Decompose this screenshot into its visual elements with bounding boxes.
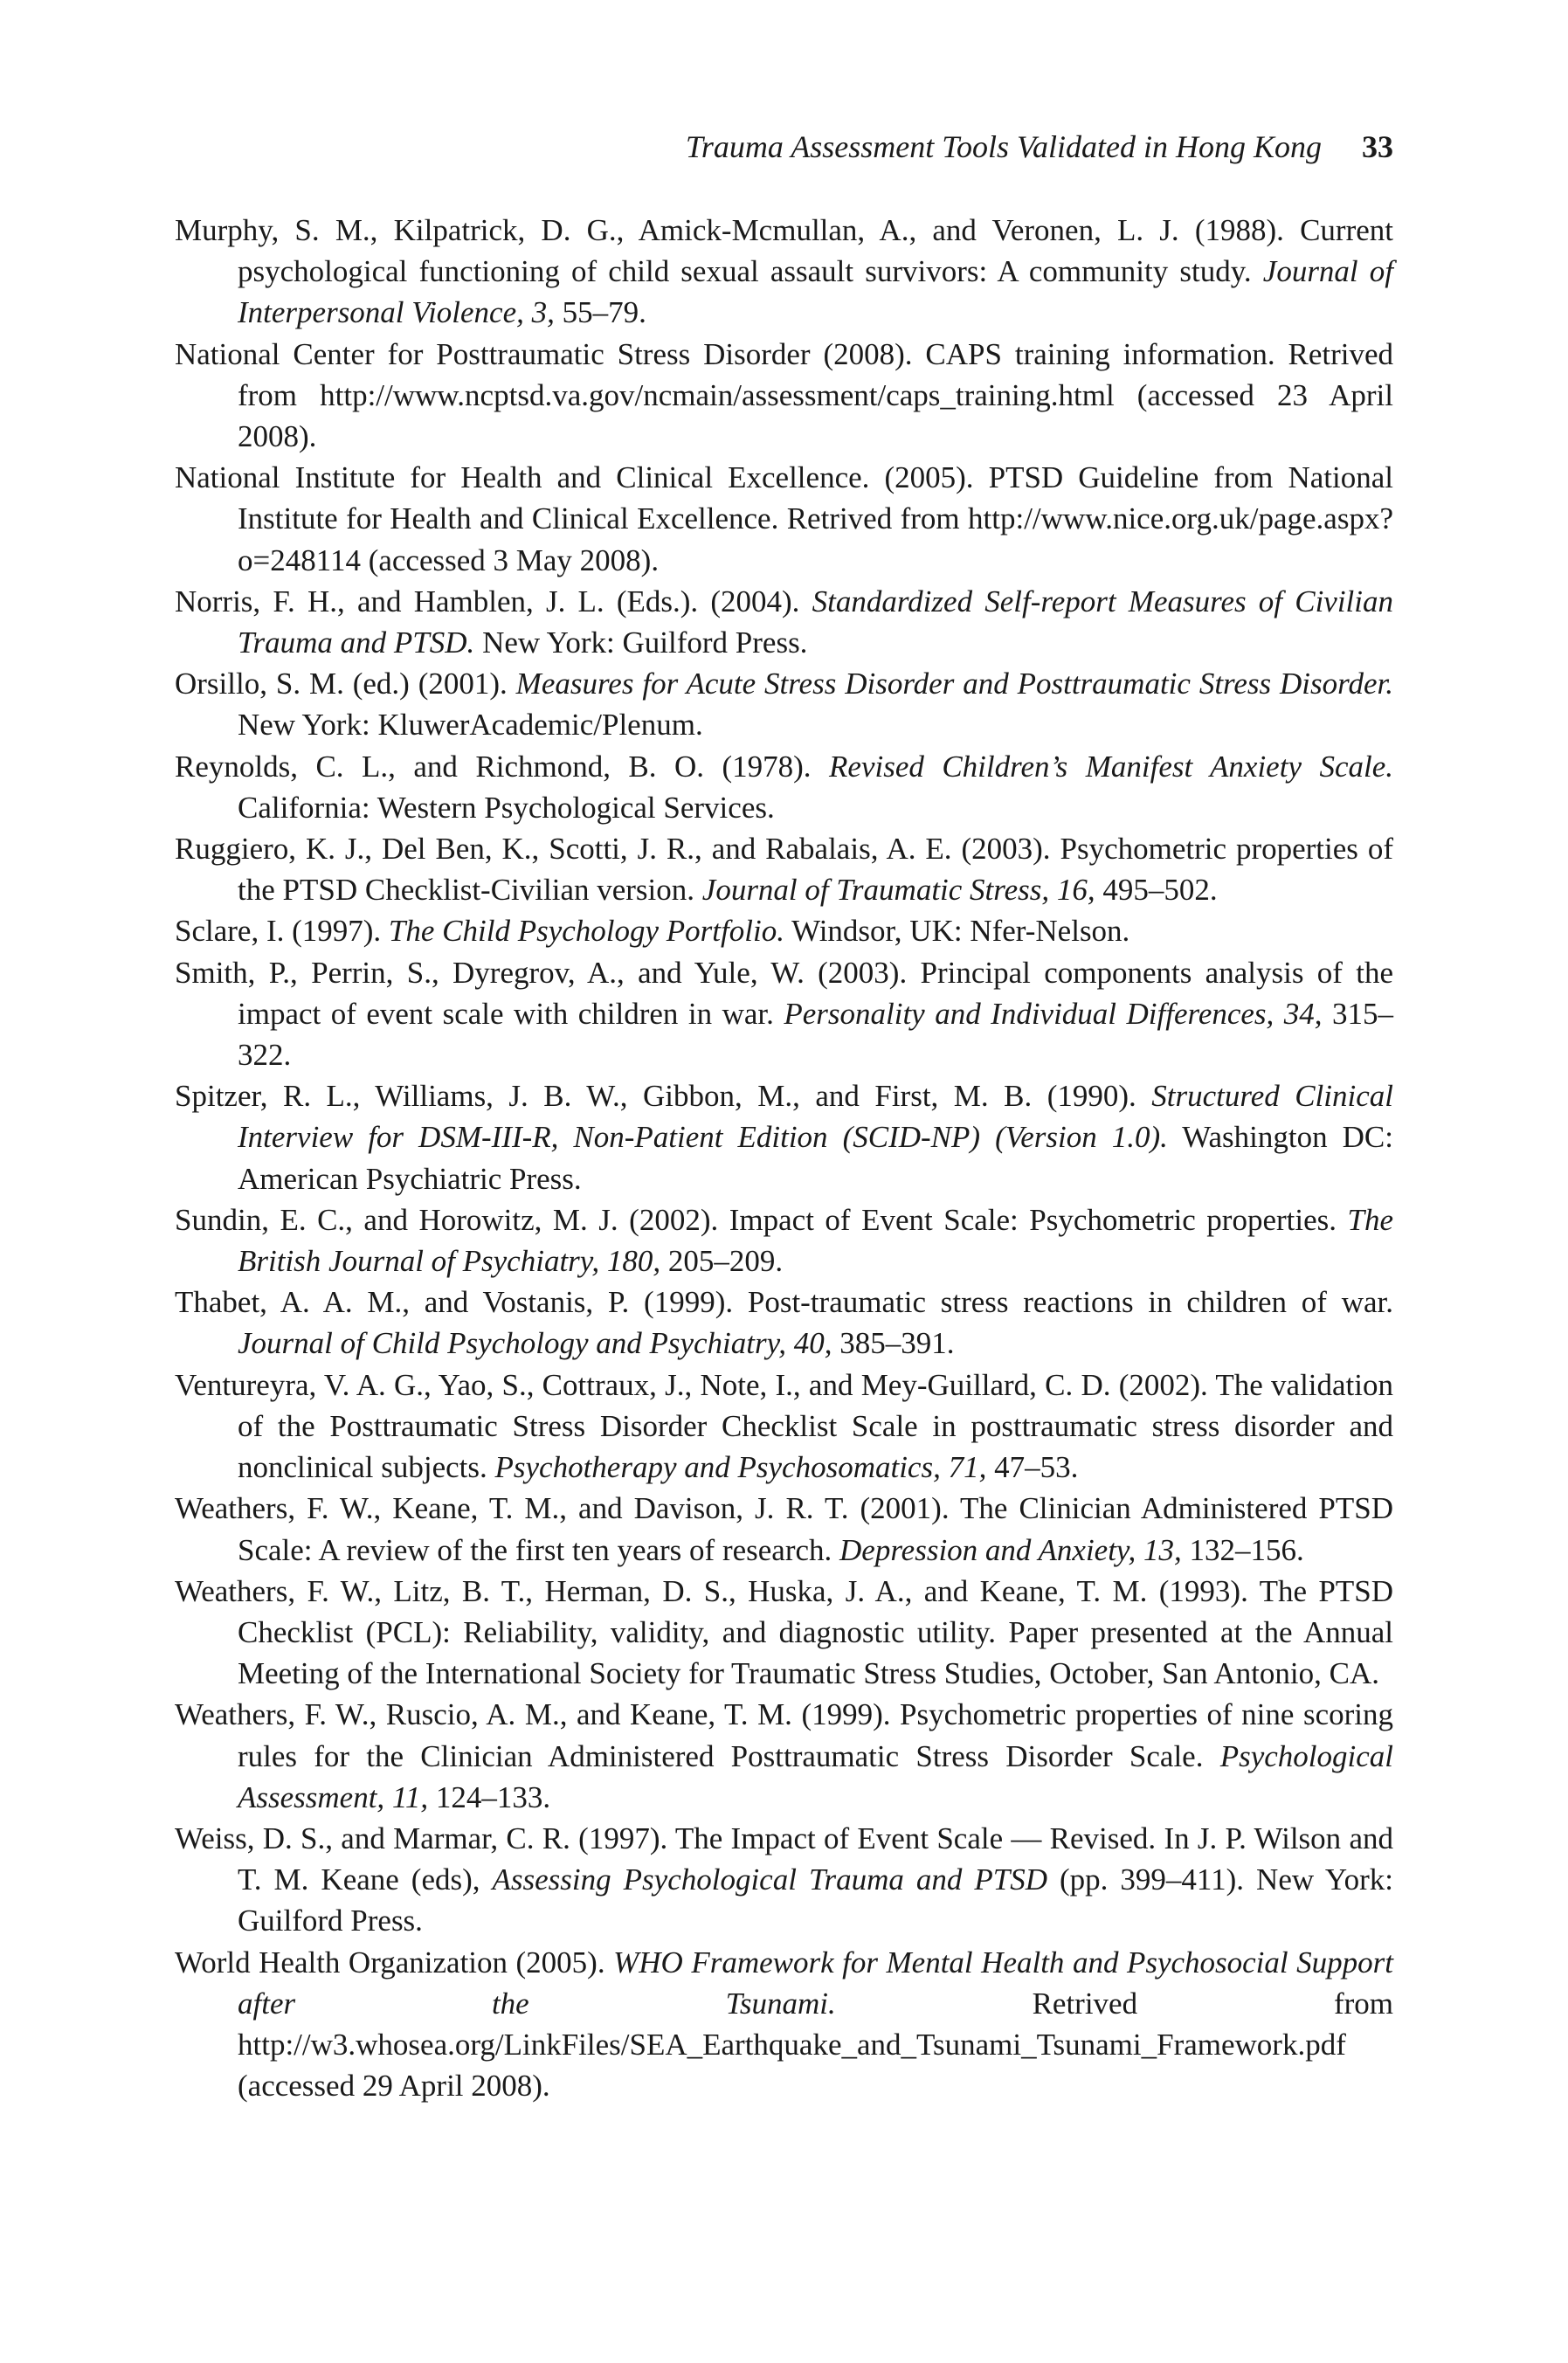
ref-text-end: Windsor, UK: Nfer-Nelson.: [784, 914, 1130, 949]
ref-source-title: The Child Psychology Portfolio.: [388, 914, 784, 949]
ref-text-end: 495–502.: [1095, 873, 1218, 908]
ref-text-end: New York: KluwerAcademic/Plenum.: [238, 708, 703, 743]
ref-text-end: New York: Guilford Press.: [474, 625, 808, 660]
ref-text: Murphy, S. M., Kilpatrick, D. G., Amick-Mcmullan, A., and Veronen, L. J. (1988). Current psychological functioning of child sexual assault survivors: A community study.: [175, 213, 1393, 289]
reference-item: [175, 1942, 1393, 2107]
ref-text: Reynolds, C. L., and Richmond, B. O. (1978).: [175, 749, 830, 784]
reference-item: [175, 828, 1393, 910]
running-header: [175, 128, 1393, 166]
ref-source-title: Measures for Acute Stress Disorder and Posttraumatic Stress Disorder.: [515, 667, 1393, 701]
ref-source-title: Psychotherapy and Psychosomatics, 71,: [494, 1450, 987, 1485]
ref-text: Weiss, D. S., and Marmar, C. R. (1997). The Impact of Event Scale — Revised. In J. P. Wilson and T. M. Keane (eds),: [175, 1821, 1393, 1897]
ref-text: Weathers, F. W., Keane, T. M., and Davison, J. R. T. (2001). The Clinician Administered PTSD Scale: A review of the first ten years of research.: [175, 1491, 1393, 1567]
page-number: 33: [1362, 129, 1393, 164]
ref-source-title: Standardized Self-report Measures of Civilian Trauma and PTSD.: [238, 584, 1393, 660]
ref-text-end: 55–79.: [554, 295, 646, 330]
ref-text: Weathers, F. W., Ruscio, A. M., and Keane, T. M. (1999). Psychometric properties of nine scoring rules for the Clinician Administered Posttraumatic Stress Disorder Scale.: [175, 1697, 1393, 1773]
ref-source-title: The British Journal of Psychiatry, 180,: [238, 1202, 1393, 1279]
ref-text-end: 124–133.: [428, 1779, 551, 1814]
ref-text: National Institute for Health and Clinical Excellence. (2005). PTSD Guideline from National Institute for Health and Clinical Excellence. Retrived from http://www.nice.org.uk/page.aspx?o=248114 (accessed 3 May 2008).: [175, 460, 1393, 577]
ref-text-end: 205–209.: [660, 1244, 784, 1279]
ref-text-end: (pp. 399–411). New York: Guilford Press.: [238, 1862, 1393, 1938]
reference-item: [175, 746, 1393, 828]
ref-source-title: Journal of Traumatic Stress, 16,: [701, 873, 1095, 908]
ref-source-title: Personality and Individual Differences, 34,: [784, 996, 1323, 1031]
ref-source-title: Assessing Psychological Trauma and PTSD: [492, 1862, 1048, 1897]
reference-item: [175, 1571, 1393, 1695]
reference-item: [175, 1282, 1393, 1364]
ref-text-end: Washington DC: American Psychiatric Press.: [238, 1120, 1393, 1196]
ref-text-end: 315–322.: [238, 996, 1394, 1073]
reference-item: [175, 910, 1393, 951]
ref-source-title: Depression and Anxiety, 13,: [839, 1532, 1182, 1567]
ref-text-end: California: Western Psychological Services.: [238, 790, 775, 825]
reference-item: [175, 1488, 1393, 1570]
reference-item: [175, 1199, 1393, 1282]
ref-text: Thabet, A. A. M., and Vostanis, P. (1999). Post-traumatic stress reactions in children of war.: [175, 1285, 1393, 1320]
running-title: Trauma Assessment Tools Validated in Hong Kong: [685, 129, 1322, 164]
reference-item: [175, 1694, 1393, 1818]
reference-item: [175, 663, 1393, 745]
ref-text: World Health Organization (2005).: [175, 1945, 614, 1980]
ref-text: National Center for Posttraumatic Stress Disorder (2008). CAPS training information. Retrived from http://www.ncptsd.va.gov/ncmain/assessment/caps_training.html (accessed 23 April 2008).: [175, 336, 1393, 454]
ref-text: Ruggiero, K. J., Del Ben, K., Scotti, J. R., and Rabalais, A. E. (2003). Psychometric properties of the PTSD Checklist-Civilian version.: [175, 832, 1393, 908]
reference-item: [175, 210, 1393, 334]
ref-source-title: WHO Framework for Mental Health and Psychosocial Support after the Tsunami.: [238, 1945, 1393, 2021]
ref-text-end: Retrived from http://w3.whosea.org/LinkFiles/SEA_Earthquake_and_Tsunami_Tsunami_Framework.pdf (accessed 29 April 2008).: [238, 1986, 1393, 2104]
ref-text: Norris, F. H., and Hamblen, J. L. (Eds.). (2004).: [175, 584, 812, 618]
reference-list: [175, 210, 1393, 2106]
reference-item: [175, 457, 1393, 581]
reference-item: [175, 1365, 1393, 1489]
ref-source-title: Journal of Interpersonal Violence, 3,: [238, 254, 1393, 330]
ref-text-end: 385–391.: [832, 1326, 955, 1361]
ref-text: Sclare, I. (1997).: [175, 914, 389, 949]
ref-text-end: 47–53.: [986, 1450, 1079, 1485]
ref-source-title: Journal of Child Psychology and Psychiatry, 40,: [238, 1326, 832, 1361]
ref-text: Smith, P., Perrin, S., Dyregrov, A., and Yule, W. (2003). Principal components analysis of the impact of event scale with children in war.: [175, 955, 1393, 1031]
ref-text: Spitzer, R. L., Williams, J. B. W., Gibbon, M., and First, M. B. (1990).: [175, 1079, 1152, 1114]
reference-item: [175, 334, 1393, 458]
ref-text: Ventureyra, V. A. G., Yao, S., Cottraux, J., Note, I., and Mey-Guillard, C. D. (2002). The validation of the Posttraumatic Stress Disorder Checklist Scale in posttraumatic stress disorder and nonclinical subjects.: [175, 1367, 1393, 1485]
reference-item: [175, 952, 1393, 1076]
ref-text: Sundin, E. C., and Horowitz, M. J. (2002). Impact of Event Scale: Psychometric properties.: [175, 1202, 1348, 1237]
ref-source-title: Psychological Assessment, 11,: [238, 1738, 1393, 1814]
ref-source-title: Revised Children’s Manifest Anxiety Scale.: [829, 749, 1393, 784]
ref-text: Weathers, F. W., Litz, B. T., Herman, D. S., Huska, J. A., and Keane, T. M. (1993). The PTSD Checklist (PCL): Reliability, validity, and diagnostic utility. Paper presented at the Annual Meeting of the International Society for Traumatic Stress Studies, October, San Antonio, CA.: [175, 1573, 1393, 1691]
ref-source-title: Structured Clinical Interview for DSM-III-R, Non-Patient Edition (SCID-NP) (Version 1.0).: [238, 1079, 1393, 1155]
reference-item: [175, 1818, 1393, 1942]
reference-item: [175, 581, 1393, 663]
reference-item: [175, 1075, 1393, 1199]
ref-text-end: 132–156.: [1181, 1532, 1304, 1567]
ref-text: Orsillo, S. M. (ed.) (2001).: [175, 667, 516, 701]
